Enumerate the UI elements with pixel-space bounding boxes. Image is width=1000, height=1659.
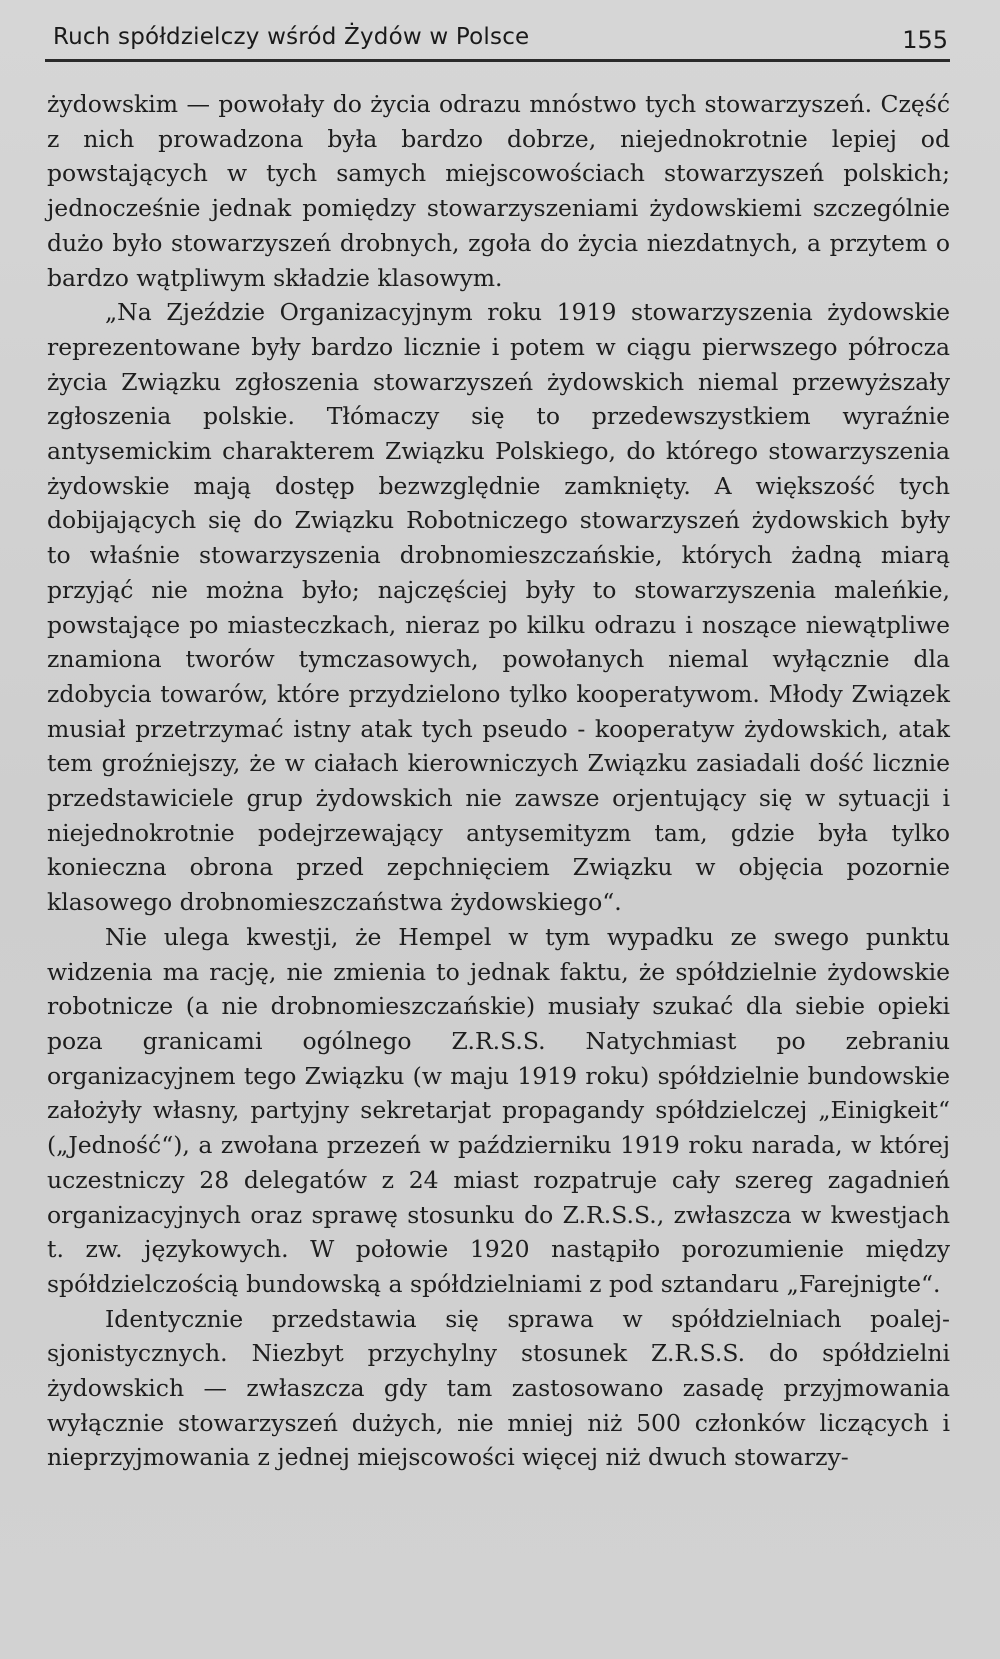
header-rule	[45, 59, 950, 62]
paragraph-quote: „Na Zjeździe Organizacyjnym roku 1919 stowarzyszenia żydowskie reprezentowane były bardzo licznie i potem w ciągu pierwszego półrocza życia Związku zgłoszenia stowarzyszeń żydowskich niemal przewyższały zgłoszenia polskie. Tłómaczy się to przedewszystkiem wyraźnie antysemickim charakterem Związku Polskiego, do którego stowarzyszenia żydowskie mają dostęp bezwzględnie zamknięty. A większość tych dobijających się do Związku Robotniczego stowarzyszeń żydowskich były to właśnie stowarzyszenia drobnomieszczańskie, których żadną miarą przyjąć nie można było; najczęściej były to stowarzyszenia maleńkie, powstające po miasteczkach, nieraz po kilku odrazu i noszące niewątpliwe znamiona tworów tymczasowych, powołanych niemal wyłącznie dla zdobycia towarów, które przydzielono tylko kooperatywom. Młody Związek musiał przetrzymać istny atak tych pseudo - kooperatyw żydowskich, atak tem groźniejszy, że w ciałach kierowniczych Związku zasiadali dość licznie przedstawiciele grup żydowskich nie zawsze orjentujący się w sytuacji i niejednokrotnie podejrzewający antysemityzm tam, gdzie była tylko konieczna obrona przed zepchnięciem Związku w objęcia pozornie klasowego drobnomieszczaństwa żydowskiego“.	[47, 298, 950, 917]
paragraph-continuation: żydowskim — powołały do życia odrazu mnóstwo tych stowarzyszeń. Część z nich prowadzona była bardzo dobrze, niejednokrotnie lepiej od powstających w tych samych miejscowościach stowarzyszeń polskich; jednocześnie jednak pomiędzy stowarzyszeniami żydowskiemi szczególnie dużo było stowarzyszeń drobnych, zgoła do życia niezdatnych, a przytem o bardzo wątpliwym składzie klasowym.	[47, 90, 950, 292]
page-number: 155	[902, 26, 948, 54]
running-title: Ruch spółdzielczy wśród Żydów w Polsce	[53, 24, 530, 50]
page-header	[45, 22, 950, 62]
paragraph-poalej-sjon: Identycznie przedstawia się sprawa w spółdzielniach poalej-sjonistycznych. Niezbyt przychylny stosunek Z.R.S.S. do spółdzielni żydowskich — zwłaszcza gdy tam zastosowano zasadę przyjmowania wyłącznie stowarzyszeń dużych, nie mniej niż 500 członków liczących i nieprzyjmowania z jednej miejscowości więcej niż dwuch stowarzy-	[47, 1304, 950, 1472]
body-text	[47, 87, 950, 1475]
paragraph-hempel: Nie ulega kwestji, że Hempel w tym wypadku ze swego punktu widzenia ma rację, nie zmienia to jednak faktu, że spółdzielnie żydowskie robotnicze (a nie drobnomieszczańskie) musiały szukać dla siebie opieki poza granicami ogólnego Z.R.S.S. Natychmiast po zebraniu organizacyjnem tego Związku (w maju 1919 roku) spółdzielnie bundowskie założyły własny, partyjny sekretarjat propagandy spółdzielczej „Einigkeit“ („Jedność“), a zwołana przezeń w październiku 1919 roku narada, w której uczestniczy 28 delegatów z 24 miast rozpatruje cały szereg zagadnień organizacyjnych oraz sprawę stosunku do Z.R.S.S., zwłaszcza w kwestjach t. zw. językowych. W połowie 1920 nastąpiło porozumienie między spółdzielczością bundowską a spółdzielniami z pod sztandaru „Farejnigte“.	[47, 922, 950, 1298]
